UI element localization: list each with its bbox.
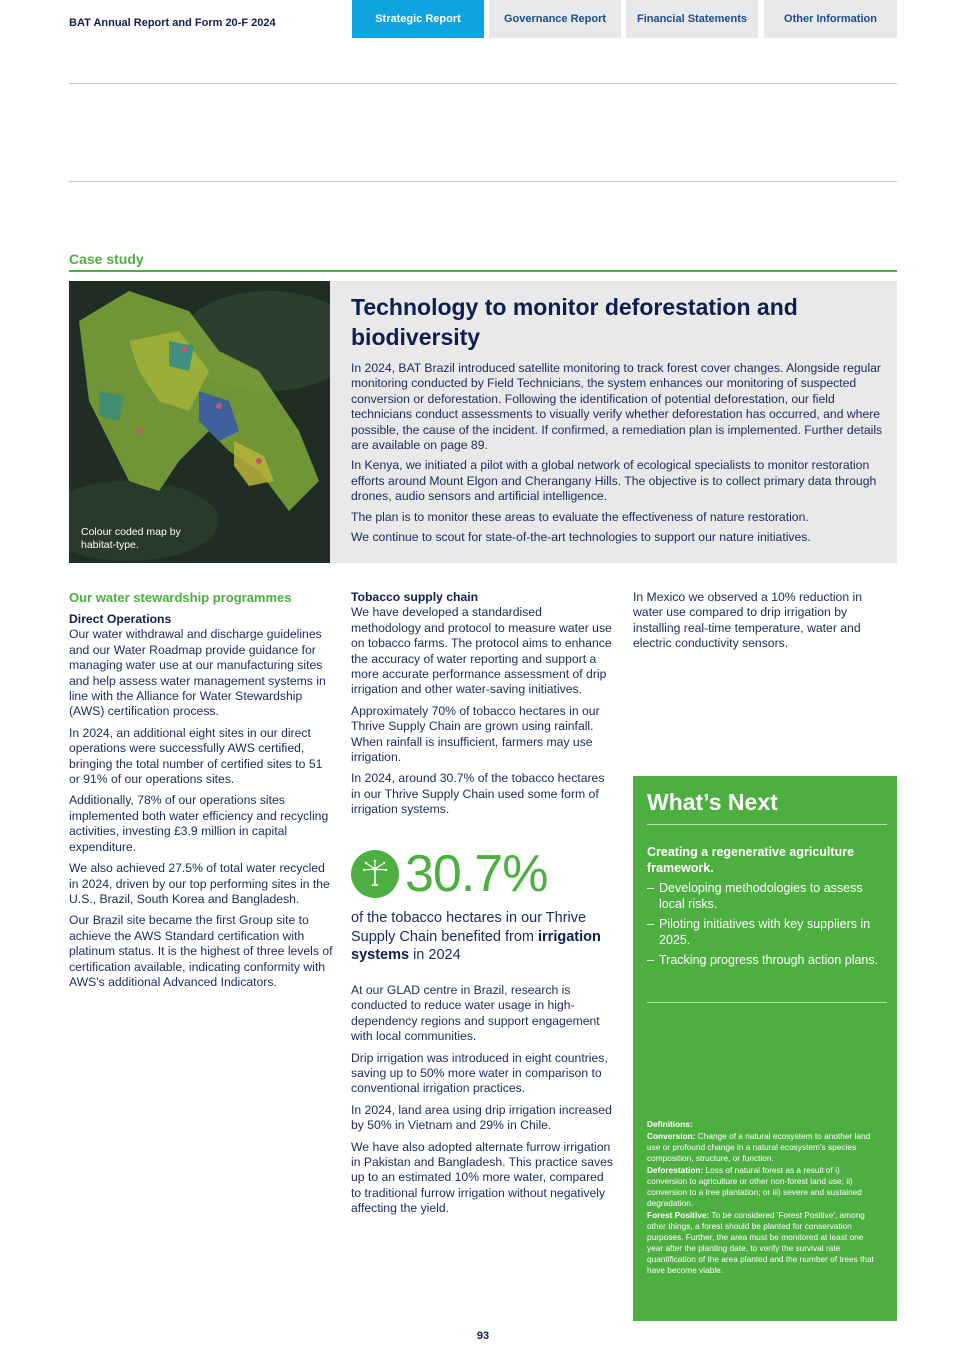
case-study-paragraph: In Kenya, we initiated a pilot with a global network of ecological specialists to monitor restoration efforts around Mount Elgon and Cherangany Hills. The objective is to collect primary data through drones, audio sensors and artificial intelligence. xyxy=(351,458,877,504)
habitat-map-graphic xyxy=(69,281,330,563)
map-caption: Colour coded map by habitat-type. xyxy=(81,525,181,552)
case-study-title: Technology to monitor deforestation and biodiversity xyxy=(351,294,798,350)
tab-financial-statements[interactable]: Financial Statements xyxy=(626,0,758,38)
whats-next-list xyxy=(647,881,887,974)
tobacco-paragraph: Approximately 70% of tobacco hectares in our Thrive Supply Chain are grown using rainfall. When rainfall is insufficient, farmers may use irrigation. xyxy=(351,703,600,765)
definition-text: Loss of natural forest as a result of i) conversion to agriculture or other non-forest land use; ii) conversion to a tree plantation; or iii) severe and sustained degradation. xyxy=(647,1165,862,1208)
water-stewardship-column xyxy=(69,590,335,996)
water-paragraph: In 2024, an additional eight sites in our direct operations were successfully AWS certified, bringing the total number of certified sites to 51 or 91% of our operations sites. xyxy=(69,725,323,787)
irrigation-stat-value: 30.7% xyxy=(405,845,548,903)
definition-term: Conversion: xyxy=(647,1131,696,1141)
water-paragraph: Our water withdrawal and discharge guidelines and our Water Roadmap provide guidance for managing water use at our manufacturing sites and help assess water management systems in line with the Alliance for Water Stewardship (AWS) certification process. xyxy=(69,627,326,719)
list-item: – Tracking progress through action plans. xyxy=(647,953,887,969)
list-item: – Piloting initiatives with key suppliers in 2025. xyxy=(647,917,887,948)
definition-conversion xyxy=(647,1131,879,1164)
tobacco-supply-chain-heading: Tobacco supply chain xyxy=(351,590,479,604)
direct-operations-heading: Direct Operations xyxy=(69,612,172,626)
definition-text: Change of a natural ecosystem to another land use or profound change in a natural ecosystem's species composition, structure, or function. xyxy=(647,1131,871,1163)
tobacco-supply-chain-column xyxy=(351,590,613,824)
whats-next-panel xyxy=(633,776,897,1321)
whats-next-subheading: Creating a regenerative agriculture framework. xyxy=(647,845,855,875)
tab-other-information[interactable]: Other Information xyxy=(764,0,897,38)
definition-deforestation xyxy=(647,1165,879,1209)
irrigation-stat xyxy=(351,845,613,965)
tab-governance-report[interactable]: Governance Report xyxy=(489,0,621,38)
tobacco-paragraph: We have developed a standardised methodology and protocol to measure water use on tobacco farms. The protocol aims to enhance the accuracy of water reporting and support a more accurate performance assessment of drip irrigation and other water-saving initiatives. xyxy=(351,605,612,697)
case-study-label: Case study xyxy=(69,251,144,267)
water-paragraph: Additionally, 78% of our operations sites implemented both water efficiency and recycling activities, investing £3.9 million in capital expenditure. xyxy=(69,793,329,854)
case-study-paragraph: In 2024, BAT Brazil introduced satellite monitoring to track forest cover changes. Alongside regular monitoring conducted by Field Technicians, the system enhances our monitoring of suspected conversion or deforestation. Following the identification of potential deforestation, our field technicians conduct assessments to visually verify whether deforestation has occurred, and where possible, the cause of the incident. If confirmed, a remediation plan is implemented. Further details are available on page 89. xyxy=(351,361,883,453)
tobacco-paragraph: Drip irrigation was introduced in eight countries, saving up to 50% more water in comparison to conventional irrigation practices. xyxy=(351,1050,608,1096)
water-stewardship-heading: Our water stewardship programmes xyxy=(69,590,292,605)
tobacco-paragraph: In 2024, around 30.7% of the tobacco hectares in our Thrive Supply Chain used some form of irrigation systems. xyxy=(351,771,605,817)
whats-next-rule xyxy=(647,1002,887,1003)
definitions xyxy=(647,1119,879,1277)
definition-term: Forest Positive: xyxy=(647,1210,710,1220)
definition-forest-positive xyxy=(647,1210,879,1276)
list-item: – Developing methodologies to assess local risks. xyxy=(647,881,887,912)
water-paragraph: Our Brazil site became the first Group site to achieve the AWS Standard certification with platinum status. It is the highest of three levels of certification available, indicating conformity with AWS's additional Advanced Indicators. xyxy=(69,913,333,989)
tobacco-paragraph: In 2024, land area using drip irrigation increased by 50% in Vietnam and 29% in Chile. xyxy=(351,1102,612,1133)
whats-next-title: What’s Next xyxy=(647,789,778,815)
irrigation-stat-text xyxy=(351,909,613,965)
whats-next-rule xyxy=(647,824,887,825)
divider xyxy=(69,181,897,182)
case-study-body xyxy=(351,361,886,550)
tab-strategic-report[interactable]: Strategic Report xyxy=(352,0,484,38)
habitat-map-image xyxy=(69,281,330,563)
definitions-heading: Definitions: xyxy=(647,1119,693,1129)
water-paragraph: We also achieved 27.5% of total water recycled in 2024, driven by our top performing sites in the U.S., Brazil, South Korea and Bangladesh. xyxy=(69,861,330,906)
mexico-column xyxy=(633,590,895,658)
stat-text-before: of the tobacco hectares in our Thrive Supply Chain benefited from xyxy=(351,910,587,945)
tobacco-paragraph: At our GLAD centre in Brazil, research is conducted to reduce water usage in high-dependency regions and support engagement with local communities. xyxy=(351,983,600,1044)
definition-text: To be considered 'Forest Positive', among other things, a forest should be planted for conservation purposes. Further, the area must be monitored at least one year after the planting date, to verify the survival rate quantification of the area planted and the number of trees that have become viable. xyxy=(647,1210,874,1275)
definition-term: Deforestation: xyxy=(647,1165,704,1175)
page-number: 93 xyxy=(476,1330,490,1342)
report-title: BAT Annual Report and Form 20-F 2024 xyxy=(69,17,276,29)
irrigation-icon xyxy=(351,850,399,898)
stat-text-bold: irrigation systems xyxy=(351,928,601,963)
divider xyxy=(69,83,897,84)
tobacco-supply-chain-continued xyxy=(351,983,613,1223)
case-study-paragraph: We continue to scout for state-of-the-art technologies to support our nature initiatives. xyxy=(351,530,811,545)
stat-text-after: in 2024 xyxy=(413,947,461,963)
case-study-rule xyxy=(69,270,897,272)
mexico-paragraph: In Mexico we observed a 10% reduction in water use compared to drip irrigation by installing real-time temperature, water and electric conductivity sensors. xyxy=(633,590,862,651)
case-study-paragraph: The plan is to monitor these areas to evaluate the effectiveness of nature restoration. xyxy=(351,509,809,524)
case-study-panel xyxy=(330,281,897,563)
tobacco-paragraph: We have also adopted alternate furrow irrigation in Pakistan and Bangladesh. This practice saves up to an estimated 10% more water, compared to traditional furrow irrigation without negatively affecting the yield. xyxy=(351,1139,613,1216)
